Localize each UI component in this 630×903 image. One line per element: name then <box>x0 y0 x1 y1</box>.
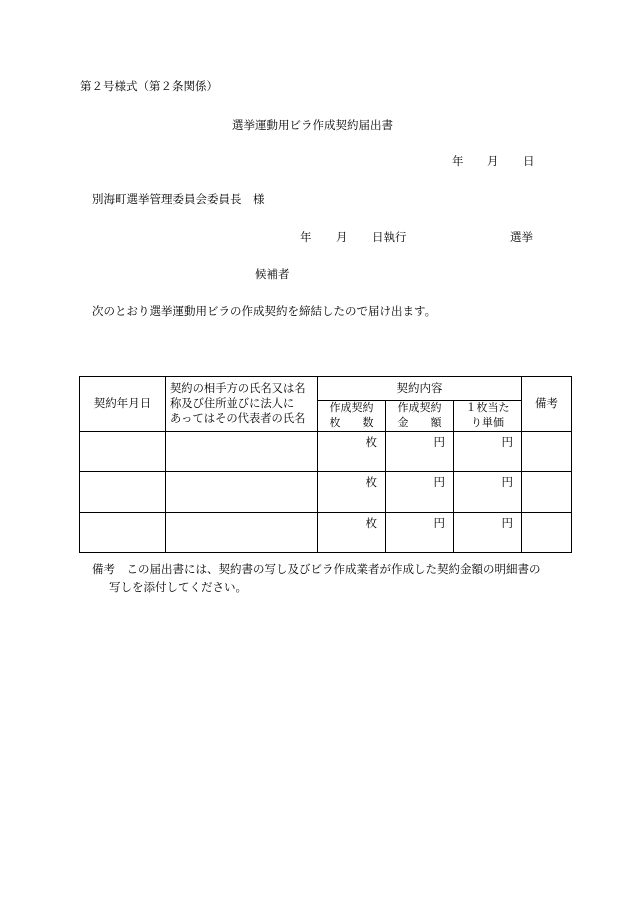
header-contract-date: 契約年月日 <box>80 377 166 432</box>
cell-contract-party <box>166 471 318 512</box>
cell-amount: 円 <box>386 431 454 471</box>
header-sheets-line1: 作成契約 <box>329 401 374 414</box>
header-sheets <box>318 401 386 432</box>
cell-contract-date <box>80 512 166 552</box>
election-month: 月 <box>336 230 348 244</box>
remarks-note <box>92 560 572 596</box>
election-year: 年 <box>300 230 312 244</box>
cell-amount: 円 <box>386 512 454 552</box>
header-contract-contents: 契約内容 <box>318 377 522 401</box>
header-unit-price-line1: １枚当た <box>465 401 510 414</box>
submission-date-year: 年 <box>452 154 464 168</box>
header-contract-party-line2: 称及び住所並びに法人に <box>170 397 295 411</box>
remarks-note-line1: 備考 この届出書には、契約書の写し及びビラ作成業者が作成した契約金額の明細書の <box>92 562 541 576</box>
table-row <box>80 512 572 552</box>
cell-contract-party <box>166 431 318 471</box>
cell-contract-party <box>166 512 318 552</box>
contract-table <box>79 376 572 553</box>
header-amount-line1: 作成契約 <box>397 401 442 414</box>
cell-sheets: 枚 <box>318 512 386 552</box>
cell-remarks <box>522 512 572 552</box>
cell-amount: 円 <box>386 471 454 512</box>
header-contract-party-line3: あってはその代表者の氏名 <box>170 412 306 426</box>
submission-date-day: 日 <box>523 154 535 168</box>
cell-remarks <box>522 431 572 471</box>
cell-sheets: 枚 <box>318 471 386 512</box>
header-unit-price <box>454 401 522 432</box>
candidate-label: 候補者 <box>255 267 290 281</box>
form-number: 第２号様式（第２条関係） <box>80 79 218 93</box>
cell-unit-price: 円 <box>454 471 522 512</box>
header-sheets-line2: 枚 数 <box>329 415 374 429</box>
document-title: 選挙運動用ビラ作成契約届出書 <box>232 118 393 132</box>
submission-date-month: 月 <box>487 154 499 168</box>
remarks-note-line2: 写しを添付してください。 <box>109 580 247 594</box>
intro-text: 次のとおり選挙運動用ビラの作成契約を締結したので届け出ます。 <box>92 304 437 318</box>
header-amount-line2: 金 額 <box>397 415 442 429</box>
cell-unit-price: 円 <box>454 431 522 471</box>
election-name: 選挙 <box>510 230 533 244</box>
addressee: 別海町選挙管理委員会委員長 様 <box>92 192 265 206</box>
cell-remarks <box>522 471 572 512</box>
table-row <box>80 471 572 512</box>
cell-contract-date <box>80 431 166 471</box>
header-remarks: 備考 <box>522 377 572 432</box>
election-executed-day: 日執行 <box>372 230 407 244</box>
header-unit-price-line2: り単価 <box>471 415 505 429</box>
header-amount <box>386 401 454 432</box>
cell-contract-date <box>80 471 166 512</box>
table-row <box>80 431 572 471</box>
cell-sheets: 枚 <box>318 431 386 471</box>
header-contract-party-line1: 契約の相手方の氏名又は名 <box>170 381 306 395</box>
cell-unit-price: 円 <box>454 512 522 552</box>
header-contract-party <box>166 377 318 432</box>
